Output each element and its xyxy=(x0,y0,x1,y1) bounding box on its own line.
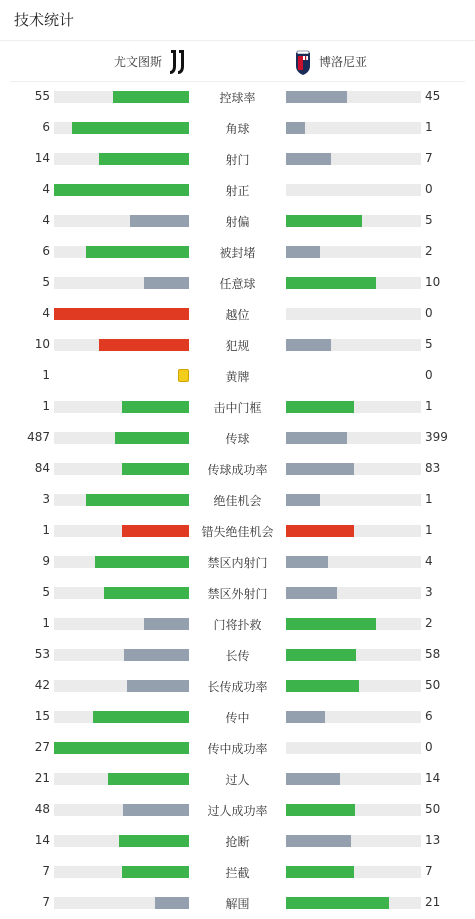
away-stat-value: 10 xyxy=(425,275,441,289)
home-bar-fill xyxy=(144,618,189,630)
home-stat-value: 42 xyxy=(34,678,50,692)
stat-label: 抢断 xyxy=(225,835,250,849)
home-bar-track xyxy=(54,184,189,196)
away-bar-track xyxy=(286,494,421,506)
stat-row xyxy=(0,764,475,795)
home-bar-track xyxy=(54,91,189,103)
away-stat-value: 5 xyxy=(425,337,433,351)
home-bar-fill xyxy=(122,866,190,878)
home-stat-value: 3 xyxy=(42,492,50,506)
away-bar-track xyxy=(286,339,421,351)
away-bar-fill xyxy=(286,587,337,599)
away-stat-value: 2 xyxy=(425,616,433,630)
away-stat-value: 7 xyxy=(425,151,433,165)
stats-list xyxy=(0,82,475,919)
away-stat-value: 6 xyxy=(425,709,433,723)
away-bar-fill xyxy=(286,91,347,103)
home-bar-fill xyxy=(86,494,189,506)
home-bar-fill xyxy=(54,184,189,196)
home-stat-value: 487 xyxy=(27,430,50,444)
away-bar-track xyxy=(286,525,421,537)
home-stat-value: 10 xyxy=(34,337,50,351)
home-stat-value: 27 xyxy=(34,740,50,754)
stat-row xyxy=(0,113,475,144)
away-bar-track xyxy=(286,866,421,878)
home-stat-value: 5 xyxy=(42,585,50,599)
home-bar-track xyxy=(54,897,189,909)
home-bar-fill xyxy=(119,835,189,847)
home-stat-value: 7 xyxy=(42,864,50,878)
stat-label: 传球 xyxy=(225,432,250,446)
home-bar-track xyxy=(54,804,189,816)
stat-row xyxy=(0,206,475,237)
stat-label: 错失绝佳机会 xyxy=(201,525,274,539)
home-bar-track xyxy=(54,277,189,289)
bologna-logo-icon[interactable] xyxy=(294,48,312,76)
stat-label: 过人 xyxy=(225,773,250,787)
away-stat-value: 399 xyxy=(425,430,448,444)
stat-label: 越位 xyxy=(225,308,250,322)
home-stat-value: 6 xyxy=(42,244,50,258)
home-stat-value: 14 xyxy=(34,833,50,847)
stat-label: 长传 xyxy=(225,649,250,663)
stat-row xyxy=(0,361,475,392)
home-stat-value: 9 xyxy=(42,554,50,568)
away-bar-track xyxy=(286,711,421,723)
stat-row xyxy=(0,516,475,547)
home-bar-fill xyxy=(144,277,189,289)
home-bar-fill xyxy=(115,432,189,444)
home-bar-fill xyxy=(113,91,189,103)
stat-row xyxy=(0,609,475,640)
stat-label: 犯规 xyxy=(225,339,250,353)
home-bar-track xyxy=(54,587,189,599)
stat-label: 射偏 xyxy=(225,215,250,229)
home-stat-value: 53 xyxy=(34,647,50,661)
away-bar-track xyxy=(286,587,421,599)
away-bar-fill xyxy=(286,432,347,444)
stat-label: 传中 xyxy=(225,711,250,725)
away-bar-track xyxy=(286,308,421,320)
stat-row xyxy=(0,144,475,175)
home-bar-track xyxy=(54,680,189,692)
away-stat-value: 58 xyxy=(425,647,441,661)
home-stat-value: 15 xyxy=(34,709,50,723)
stat-row xyxy=(0,733,475,764)
stat-row xyxy=(0,268,475,299)
away-bar-fill xyxy=(286,401,354,413)
away-bar-fill xyxy=(286,525,354,537)
home-bar-fill xyxy=(99,339,189,351)
home-bar-track xyxy=(54,246,189,258)
away-bar-fill xyxy=(286,339,331,351)
stat-row xyxy=(0,888,475,919)
stat-row xyxy=(0,330,475,361)
home-stat-value: 7 xyxy=(42,895,50,909)
home-bar-fill xyxy=(130,215,189,227)
stat-label: 门将扑救 xyxy=(213,618,262,632)
away-stat-value: 1 xyxy=(425,523,433,537)
juventus-logo-icon[interactable] xyxy=(168,48,188,76)
home-bar-track xyxy=(54,215,189,227)
away-bar-fill xyxy=(286,618,376,630)
away-bar-fill xyxy=(286,835,351,847)
away-stat-value: 0 xyxy=(425,368,433,382)
home-stat-value: 6 xyxy=(42,120,50,134)
away-stat-value: 45 xyxy=(425,89,441,103)
home-bar-fill xyxy=(127,680,189,692)
home-bar-track xyxy=(54,556,189,568)
home-bar-track xyxy=(54,773,189,785)
home-stat-value: 21 xyxy=(34,771,50,785)
away-bar-track xyxy=(286,463,421,475)
away-bar-fill xyxy=(286,246,320,258)
away-bar-fill xyxy=(286,153,331,165)
away-bar-track xyxy=(286,680,421,692)
home-bar-fill xyxy=(86,246,189,258)
home-bar-fill xyxy=(123,804,189,816)
stat-label: 传球成功率 xyxy=(207,463,268,477)
home-bar-track xyxy=(54,711,189,723)
away-bar-track xyxy=(286,773,421,785)
stat-label: 被封堵 xyxy=(219,246,256,260)
home-bar-fill xyxy=(122,525,190,537)
away-bar-fill xyxy=(286,277,376,289)
stat-label: 长传成功率 xyxy=(207,680,268,694)
home-bar-track xyxy=(54,866,189,878)
away-stat-value: 1 xyxy=(425,399,433,413)
away-bar-fill xyxy=(286,215,362,227)
home-bar-fill xyxy=(104,587,189,599)
home-bar-track xyxy=(54,339,189,351)
away-bar-track xyxy=(286,122,421,134)
home-bar-fill xyxy=(122,463,190,475)
home-stat-value: 4 xyxy=(42,213,50,227)
away-bar-fill xyxy=(286,773,340,785)
stat-row xyxy=(0,299,475,330)
home-stat-value: 1 xyxy=(42,368,50,382)
home-bar-fill xyxy=(99,153,189,165)
home-stat-value: 48 xyxy=(34,802,50,816)
away-stat-value: 13 xyxy=(425,833,441,847)
stat-label: 控球率 xyxy=(219,91,256,105)
home-stat-value: 5 xyxy=(42,275,50,289)
away-bar-track xyxy=(286,835,421,847)
away-stat-value: 7 xyxy=(425,864,433,878)
away-bar-fill xyxy=(286,804,355,816)
away-stat-value: 83 xyxy=(425,461,441,475)
home-bar-track xyxy=(54,494,189,506)
away-stat-value: 1 xyxy=(425,120,433,134)
away-bar-track xyxy=(286,804,421,816)
away-stat-value: 1 xyxy=(425,492,433,506)
stat-row xyxy=(0,640,475,671)
stat-row xyxy=(0,175,475,206)
home-bar-track xyxy=(54,401,189,413)
home-bar-track xyxy=(54,463,189,475)
away-bar-track xyxy=(286,184,421,196)
away-stat-value: 50 xyxy=(425,802,441,816)
stat-label: 射正 xyxy=(225,184,250,198)
home-stat-value: 1 xyxy=(42,523,50,537)
away-bar-fill xyxy=(286,463,354,475)
away-bar-track xyxy=(286,153,421,165)
away-stat-value: 21 xyxy=(425,895,441,909)
away-bar-track xyxy=(286,649,421,661)
away-bar-fill xyxy=(286,711,325,723)
stat-row xyxy=(0,237,475,268)
home-stat-value: 4 xyxy=(42,182,50,196)
teams-header xyxy=(0,41,475,81)
home-bar-track xyxy=(54,835,189,847)
home-bar-fill xyxy=(54,308,189,320)
stat-label: 黄牌 xyxy=(225,370,250,384)
home-bar-track xyxy=(54,153,189,165)
stat-row xyxy=(0,702,475,733)
away-bar-fill xyxy=(286,680,359,692)
stat-row xyxy=(0,485,475,516)
home-stat-value: 14 xyxy=(34,151,50,165)
away-bar-track xyxy=(286,246,421,258)
home-bar-track xyxy=(54,649,189,661)
stat-label: 传中成功率 xyxy=(207,742,268,756)
away-stat-value: 0 xyxy=(425,740,433,754)
stat-row xyxy=(0,392,475,423)
home-bar-track xyxy=(54,742,189,754)
away-bar-track xyxy=(286,401,421,413)
away-bar-fill xyxy=(286,866,354,878)
away-bar-track xyxy=(286,215,421,227)
stat-row xyxy=(0,857,475,888)
away-bar-fill xyxy=(286,122,305,134)
stat-label: 禁区内射门 xyxy=(207,556,268,570)
home-bar-fill xyxy=(124,649,189,661)
page-title: 技术统计 xyxy=(14,11,75,29)
stat-row xyxy=(0,671,475,702)
stat-row xyxy=(0,578,475,609)
away-bar-track xyxy=(286,742,421,754)
home-team-name[interactable]: 尤文图斯 xyxy=(113,55,162,69)
stat-label: 任意球 xyxy=(219,277,256,291)
stat-label: 过人成功率 xyxy=(207,804,268,818)
away-stat-value: 50 xyxy=(425,678,441,692)
away-bar-track xyxy=(286,556,421,568)
home-bar-fill xyxy=(72,122,189,134)
stat-row xyxy=(0,795,475,826)
home-bar-fill xyxy=(155,897,189,909)
away-team-name[interactable]: 博洛尼亚 xyxy=(319,55,368,69)
away-stat-value: 5 xyxy=(425,213,433,227)
away-stat-value: 0 xyxy=(425,306,433,320)
home-bar-track xyxy=(54,432,189,444)
home-bar-fill xyxy=(95,556,190,568)
away-bar-fill xyxy=(286,649,356,661)
stat-row xyxy=(0,547,475,578)
away-stat-value: 3 xyxy=(425,585,433,599)
away-bar-track xyxy=(286,277,421,289)
away-bar-track xyxy=(286,91,421,103)
home-stat-value: 1 xyxy=(42,616,50,630)
home-bar-fill xyxy=(122,401,190,413)
away-stat-value: 4 xyxy=(425,554,433,568)
home-bar-fill xyxy=(108,773,189,785)
away-bar-fill xyxy=(286,897,389,909)
home-bar-track xyxy=(54,308,189,320)
home-stat-value: 1 xyxy=(42,399,50,413)
stat-row xyxy=(0,454,475,485)
stat-row xyxy=(0,826,475,857)
away-bar-fill xyxy=(286,494,320,506)
stat-label: 禁区外射门 xyxy=(207,587,268,601)
away-bar-track xyxy=(286,897,421,909)
stat-label: 拦截 xyxy=(225,866,250,880)
home-bar-fill xyxy=(54,742,189,754)
home-bar-track xyxy=(54,525,189,537)
away-bar-track xyxy=(286,432,421,444)
stat-label: 绝佳机会 xyxy=(213,494,262,508)
stat-label: 角球 xyxy=(225,122,250,136)
stat-label: 射门 xyxy=(225,153,250,167)
away-stat-value: 0 xyxy=(425,182,433,196)
home-stat-value: 4 xyxy=(42,306,50,320)
away-stat-value: 2 xyxy=(425,244,433,258)
home-bar-track xyxy=(54,122,189,134)
home-stat-value: 84 xyxy=(34,461,50,475)
stat-label: 解围 xyxy=(225,897,250,911)
stat-label: 击中门框 xyxy=(213,401,262,415)
home-bar-track xyxy=(54,618,189,630)
stat-row xyxy=(0,423,475,454)
home-bar-fill xyxy=(93,711,189,723)
yellow-card-icon xyxy=(178,369,189,382)
away-bar-track xyxy=(286,618,421,630)
away-bar-fill xyxy=(286,556,328,568)
stat-row xyxy=(0,82,475,113)
away-stat-value: 14 xyxy=(425,771,441,785)
home-stat-value: 55 xyxy=(34,89,50,103)
